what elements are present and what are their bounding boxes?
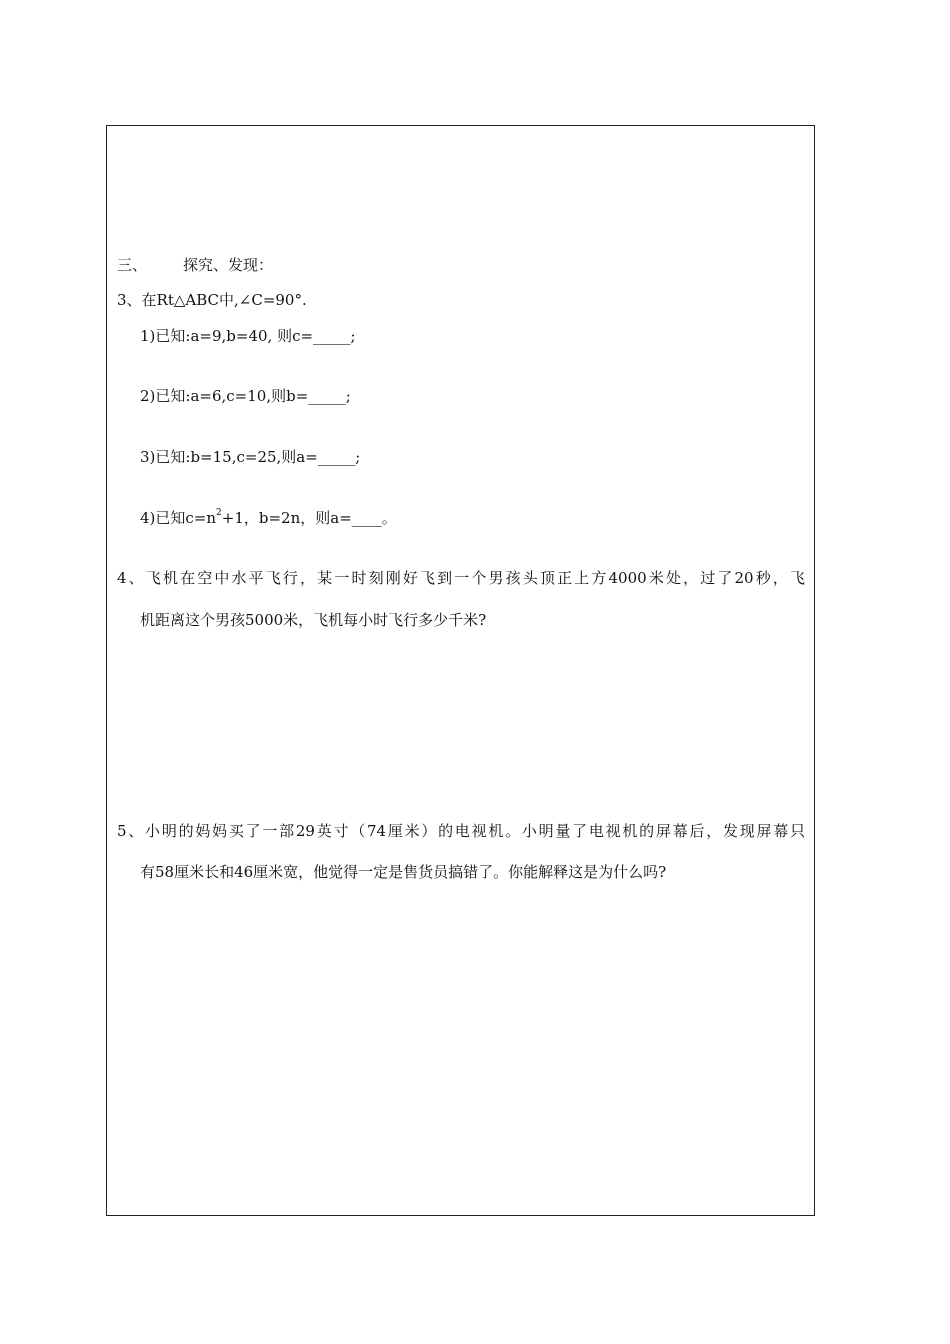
question-4-line-1: 4、飞机在空中水平飞行，某一时刻刚好飞到一个男孩头顶正上方4000米处，过了20秒，飞 [117,569,805,587]
question-5-line-2: 有58厘米长和46厘米宽，他觉得一定是售货员搞错了。你能解释这是为什么吗? [140,863,667,881]
worksheet-frame [106,125,815,1216]
question-3-item-3: 3)已知:b=15,c=25,则a=_____; [140,448,361,466]
exponent: 2 [216,508,222,518]
section-title: 探究、发现： [183,256,274,274]
question-4-line-2: 机距离这个男孩5000米，飞机每小时飞行多少千米? [140,611,487,629]
question-3-item-4-suffix: +1，b=2n，则a=____。 [221,509,397,527]
question-3-item-2: 2)已知:a=6,c=10,则b=_____; [140,387,351,405]
question-3-item-4-prefix: 4)已知c=n [140,509,217,527]
section-heading [117,255,273,275]
section-number: 三、 [117,256,148,274]
question-3-item-1: 1)已知:a=9,b=40, 则c=_____; [140,327,356,345]
question-5-line-1: 5、小明的妈妈买了一部29英寸（74厘米）的电视机。小明量了电视机的屏幕后，发现屏幕只 [117,822,805,840]
question-3-item-4 [140,508,397,528]
question-3-stem: 3、在Rt△ABC中,∠C=90°. [117,291,307,309]
